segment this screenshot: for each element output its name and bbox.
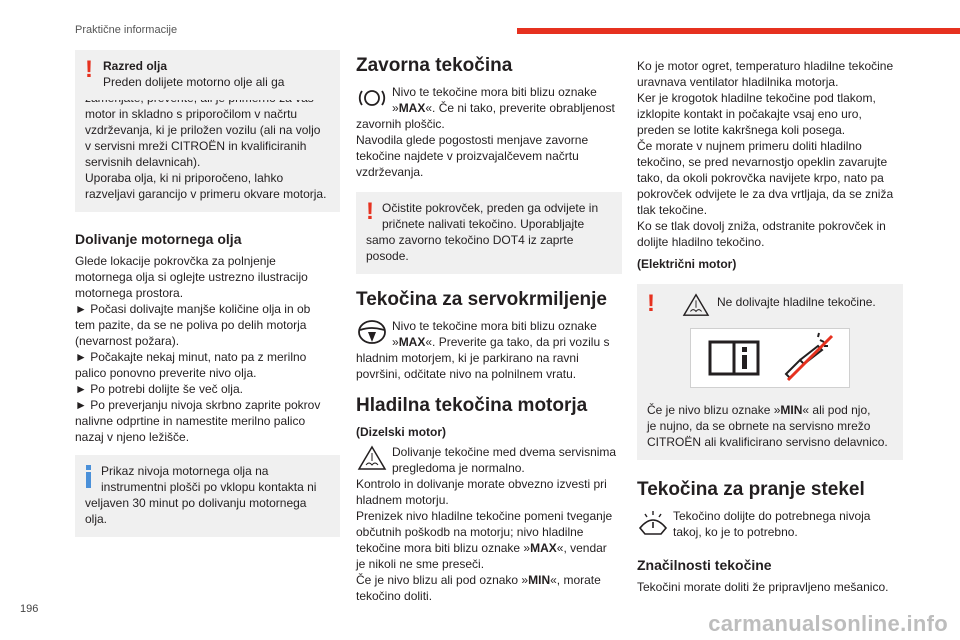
windscreen-washer-icon — [637, 508, 669, 536]
hot-line: tekočino, se pred nevarnostjo opeklin zavarujte — [637, 155, 888, 169]
coolant-line: pregledoma je normalno. — [392, 461, 525, 475]
column-2 — [356, 50, 622, 604]
brake-warn-line: posode. — [366, 249, 409, 263]
washer-line: takoj, ko je to potrebno. — [673, 525, 798, 539]
body-line: palico ponovno preverite nivo olja. — [75, 366, 257, 380]
servo-line: hladnim motorjem, ki je parkirano na ravni — [356, 351, 579, 365]
brake-fluid-icon — [356, 84, 388, 112]
body-line: ► Počasi dolivajte manjše količine olja in ob — [75, 302, 311, 316]
oil-grade-line: v servisni mreži CITROËN in kvalificiranih — [85, 139, 307, 153]
washer-fluid-heading: Tekočina za pranje stekel — [637, 479, 865, 500]
servo-line: » — [392, 335, 399, 349]
hot-line: dolijte hladilno tekočino. — [637, 235, 765, 249]
body-line: tem pazite, da se ne poliva po delih motorja — [75, 318, 307, 332]
warning-exclamation-icon: ! — [647, 290, 655, 317]
body-line: nazaj v njeno ležišče. — [75, 430, 190, 444]
oil-topup-heading: Dolivanje motornega olja — [75, 231, 242, 247]
brake-fluid-section — [356, 84, 622, 180]
electric-box-line: je nujno, da se obrnete na servisno mrežo — [647, 419, 871, 433]
min-mark: MIN — [780, 403, 803, 417]
coolant-line: Dolivanje tekočine med dvema servisnima — [392, 445, 617, 459]
info-line: veljaven 30 minut po dolivanju motornega — [85, 496, 307, 510]
electric-box-line: Če je nivo blizu oznake » — [647, 403, 781, 417]
coolant-line: «, morate — [550, 573, 601, 587]
hot-line: Ko se tlak dovolj zniža, odstranite pokrovček in — [637, 219, 886, 233]
brake-cap-warning-box — [356, 192, 622, 274]
oil-grade-line: servisnih delavnicah). — [85, 155, 201, 169]
hot-line: tako, da okoli pokrovčka navijete krpo, nato pa — [637, 171, 884, 185]
servo-line: «. Preverite ga tako, da pri vozilu s — [425, 335, 610, 349]
coolant-line: tekočino doliti. — [356, 589, 433, 603]
brake-warn-line: samo zavorno tekočino DOT4 iz zaprte — [366, 233, 574, 247]
oil-grade-warning-box — [75, 50, 340, 100]
oil-topup-body — [75, 253, 340, 445]
page-number: 196 — [20, 603, 39, 615]
power-steering-heading: Tekočina za servokrmiljenje — [356, 289, 607, 310]
coolant-line: Kontrolo in dolivanje morate obvezno izvesti pri — [356, 477, 607, 491]
hot-line: izklopite kontakt in počakajte vsaj eno uro, — [637, 107, 862, 121]
column-3 — [637, 50, 903, 595]
max-mark: MAX — [398, 335, 426, 349]
hot-line: preden se lotite kakršnega koli posega. — [637, 123, 846, 137]
oil-grade-title: Razred olja — [103, 59, 168, 73]
coolant-section — [356, 444, 622, 604]
manual-and-no-spray-pictogram — [690, 328, 850, 388]
brake-warn-line: Očistite pokrovček, preden ga odvijete in — [382, 201, 599, 215]
hazard-triangle-icon — [681, 292, 711, 318]
body-line: nalivne odprtine in namestite merilno palico — [75, 414, 306, 428]
brake-fluid-heading: Zavorna tekočina — [356, 55, 513, 76]
servo-line: površini, odčitate nivo na polnilnem vratu. — [356, 367, 577, 381]
diesel-label: (Dizelski motor) — [356, 425, 447, 439]
coolant-line: občutnih poškodb na motorju; nivo hladilne — [356, 525, 584, 539]
electric-box-line: « ali pod njo, — [802, 403, 871, 417]
brake-line: Nivo te tekočine mora biti blizu oznake — [392, 85, 597, 99]
electric-box-line: CITROËN ali kvalificirano servisno delavnico. — [647, 435, 888, 449]
min-mark: MIN — [528, 573, 551, 587]
fluid-properties-text: Tekočini morate doliti že pripravljeno mešanico. — [637, 580, 889, 594]
max-mark: MAX — [398, 101, 426, 115]
oil-grade-line: Uporaba olja, ki ni priporočeno, lahko — [85, 171, 284, 185]
body-line: motornega olja si oglejte ustrezno ilustracijo — [75, 270, 308, 284]
coolant-line: tekočine mora biti blizu oznake » — [356, 541, 531, 555]
hot-line: Ker je krogotok hladilne tekočine pod tlakom, — [637, 91, 876, 105]
oil-grade-line: Preden dolijete motorno olje ali ga — [103, 75, 285, 89]
body-line: ► Po potrebi dolijte še več olja. — [75, 382, 243, 396]
brake-warn-line: pričnete nalivati tekočino. Uporabljajte — [382, 217, 585, 231]
hot-line: Če morate v nujnem primeru doliti hladilno — [637, 139, 862, 153]
steering-wheel-icon — [356, 318, 388, 346]
oil-grade-line: motor in skladno s priporočilom v načrtu — [85, 107, 298, 121]
info-line: olja. — [85, 512, 108, 526]
hot-line: uravnava ventilator hladilnika motorja. — [637, 75, 839, 89]
coolant-line: «, vendar — [556, 541, 607, 555]
oil-grade-line: vzdrževanja, ki je priložen vozilu (ali na voljo — [85, 123, 321, 137]
brake-line: tekočine najdete v proizvajalčevem načrtu — [356, 149, 579, 163]
watermark: carmanualsonline.info — [708, 611, 948, 636]
info-line: instrumentni plošči po vklopu kontakta ni — [101, 480, 317, 494]
warning-exclamation-icon: ! — [85, 56, 93, 83]
coolant-heading: Hladilna tekočina motorja — [356, 395, 588, 416]
brake-line: vzdrževanja. — [356, 165, 424, 179]
brake-line: «. Če ni tako, preverite obrabljenost — [425, 101, 615, 115]
body-line: motornega prostora. — [75, 286, 184, 300]
servo-line: Nivo te tekočine mora biti blizu oznake — [392, 319, 597, 333]
electric-warning-box — [637, 284, 903, 460]
power-steering-section — [356, 318, 622, 382]
brake-line: zavornih ploščic. — [356, 117, 445, 131]
brake-line: Navodila glede pogostosti menjave zavorne — [356, 133, 589, 147]
oil-level-info-box — [75, 455, 340, 537]
fluid-properties-heading: Značilnosti tekočine — [637, 557, 772, 573]
washer-line: Tekočino dolijte do potrebnega nivoja — [673, 509, 871, 523]
oil-grade-continuation — [75, 90, 340, 212]
hot-line: tlak tekočine. — [637, 203, 708, 217]
header-title: Praktične informacije — [75, 24, 178, 36]
brake-line: » — [392, 101, 399, 115]
body-line: ► Po preverjanju nivoja skrbno zaprite pokrov — [75, 398, 321, 412]
body-line: ► Počakajte nekaj minut, nato pa z merilno — [75, 350, 307, 364]
oil-grade-line: razveljavi garancijo v primeru okvare motorja. — [85, 187, 327, 201]
body-line: Glede lokacije pokrovčka za polnjenje — [75, 254, 276, 268]
washer-section — [637, 508, 903, 540]
electric-label: (Električni motor) — [637, 257, 737, 271]
header-accent-bar — [517, 28, 960, 34]
hot-line: pokrovček odvijete le za dva vrtljaja, da se zniža — [637, 187, 894, 201]
column-1 — [75, 50, 340, 537]
hot-engine-text — [637, 58, 903, 250]
info-icon — [86, 465, 91, 488]
coolant-line: Prenizek nivo hladilne tekočine pomeni tveganje — [356, 509, 613, 523]
max-mark: MAX — [530, 541, 557, 555]
coolant-line: Če je nivo blizu ali pod oznako » — [356, 573, 529, 587]
info-line: Prikaz nivoja motornega olja na — [101, 464, 269, 478]
coolant-line: hladnem motorju. — [356, 493, 449, 507]
body-line: (nevarnost požara). — [75, 334, 180, 348]
hazard-triangle-icon — [356, 444, 388, 472]
coolant-line: je nikoli ne sme preseči. — [356, 557, 485, 571]
electric-warning-text: Ne dolivajte hladilne tekočine. — [717, 295, 876, 309]
warning-exclamation-icon: ! — [366, 198, 374, 225]
hot-line: Ko je motor ogret, temperaturo hladilne tekočine — [637, 59, 894, 73]
